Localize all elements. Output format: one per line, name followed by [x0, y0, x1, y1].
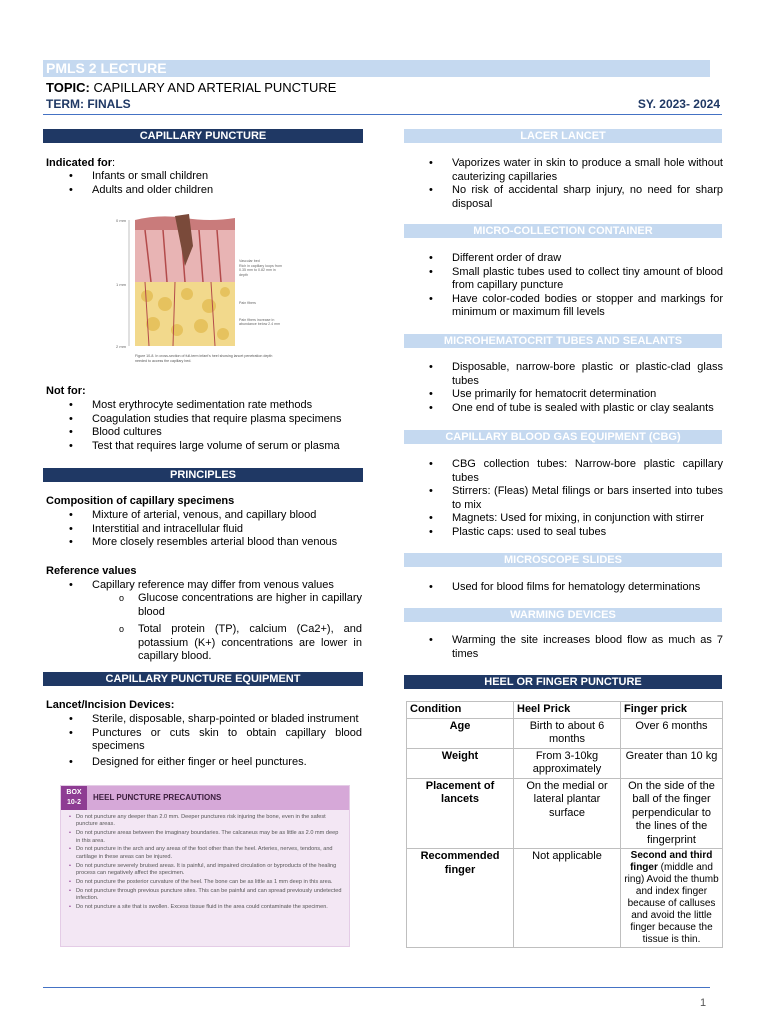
box-title: HEEL PUNCTURE PRECAUTIONS	[93, 793, 222, 802]
list-item: • Do not puncture through previous puncture sites. This can be painful and can spread previously undetected infection.	[69, 888, 343, 903]
table-row	[407, 849, 723, 948]
lancet-label: Lancet/Incision Devices:	[46, 699, 175, 711]
list-item: • Coagulation studies that require plasma specimens	[46, 413, 366, 427]
table-cell: Weight	[407, 748, 514, 778]
list-item: • Have color-coded bodies or stopper and markings for minimum or maximum fill levels	[406, 293, 723, 320]
table-cell: From 3-10kg approximately	[514, 748, 621, 778]
box-header	[61, 786, 349, 810]
course-title: PMLS 2 LECTURE	[46, 60, 167, 76]
header-divider	[43, 114, 722, 115]
micro-list	[406, 252, 723, 320]
heading-heel-finger: HEEL OR FINGER PUNCTURE	[404, 675, 722, 689]
term-label: TERM: FINALS	[46, 97, 131, 111]
warming-list	[406, 634, 723, 661]
list-item: • No risk of accidental sharp injury, no need for sharp disposal	[406, 184, 723, 211]
list-item: • Small plastic tubes used to collect tiny amount of blood from capillary puncture	[406, 266, 723, 293]
table-cell: Over 6 months	[621, 718, 723, 748]
list-item: • Interstitial and intracellular fluid	[46, 523, 366, 537]
list-item: • Most erythrocyte sedimentation rate methods	[46, 399, 366, 413]
topic-label: TOPIC:	[46, 80, 90, 95]
heading-cbg: CAPILLARY BLOOD GAS EQUIPMENT (CBG)	[404, 430, 722, 444]
scale-label: 1 mm	[116, 282, 126, 287]
list-item: • More closely resembles arterial blood than venous	[46, 536, 366, 550]
footer-divider	[43, 987, 710, 988]
list-item: • Different order of draw	[406, 252, 723, 266]
composition-list	[46, 509, 366, 550]
table-row	[407, 718, 723, 748]
box-number: BOX 10-2	[61, 786, 87, 810]
laser-list	[406, 157, 723, 211]
figure-label-pain: Pain fibers increase in abundance below 2.4 mm	[239, 318, 281, 327]
heading-microhematocrit: MICROHEMATOCRIT TUBES AND SEALANTS	[404, 334, 722, 348]
list-item: • Do not puncture severely bruised areas. It is painful, and impaired circulation or byproducts of the healing process can negatively affect the specimen.	[69, 863, 343, 878]
figure-caption: Figure 10-8. In cross-section of full-term infant's heel showing lancet penetration depth needed to access the capillary bed.	[135, 354, 273, 363]
figure-label-loops: Rich in capillary loops from 0.35 mm to 0.82 mm in depth	[239, 264, 282, 277]
list-item: • Do not puncture areas between the imaginary boundaries. The calcaneus may be as little as 2.0 mm deep in this area.	[69, 830, 343, 845]
reference-label: Reference values	[46, 565, 137, 577]
heading-microscope-slides: MICROSCOPE SLIDES	[404, 553, 722, 567]
list-item: • Infants or small children	[46, 170, 356, 184]
table-cell: Greater than 10 kg	[621, 748, 723, 778]
cbg-list	[406, 458, 723, 539]
list-item: • Blood cultures	[46, 426, 366, 440]
list-item: • Test that requires large volume of serum or plasma	[46, 440, 366, 454]
table-row	[407, 778, 723, 849]
list-item: • Use primarily for hematocrit determination	[406, 388, 723, 402]
heading-micro-collection: MICRO-COLLECTION CONTAINER	[404, 224, 722, 238]
table-cell: Not applicable	[514, 849, 621, 948]
composition-label: Composition of capillary specimens	[46, 495, 235, 507]
slides-list	[406, 581, 723, 595]
list-item: o Total protein (TP), calcium (Ca2+), and potassium (K+) concentrations are lower in capillary blood.	[46, 623, 362, 664]
list-item: • Adults and older children	[46, 184, 356, 198]
heading-capillary-puncture: CAPILLARY PUNCTURE	[43, 129, 363, 143]
table-cell: Recommended finger	[407, 849, 514, 948]
heel-cross-section-figure	[115, 206, 285, 376]
table-cell: Birth to about 6 months	[514, 718, 621, 748]
list-item: • One end of tube is sealed with plastic or clay sealants	[406, 402, 723, 416]
indicated-for-label: Indicated for:	[46, 157, 116, 169]
not-for-label: Not for:	[46, 385, 86, 397]
not-for-list	[46, 399, 366, 453]
heel-precautions-box	[60, 785, 350, 947]
column-header: Finger prick	[621, 702, 723, 719]
figure-label-fat: Pain fibers	[239, 301, 256, 305]
scale-label: 2 mm	[116, 344, 126, 349]
heading-principles: PRINCIPLES	[43, 468, 363, 482]
list-item: • Punctures or cuts skin to obtain capillary blood specimens	[46, 727, 362, 754]
list-item: • Stirrers: (Fleas) Metal filings or bars inserted into tubes to mix	[406, 485, 723, 512]
table-cell: Second and third finger (middle and ring) Avoid the thumb and index finger because of calluses and avoid the little finger because the tissue is thin.	[621, 849, 723, 948]
topic-title: CAPILLARY AND ARTERIAL PUNCTURE	[93, 80, 337, 95]
column-header: Heel Prick	[514, 702, 621, 719]
list-item: • Capillary reference may differ from venous values	[46, 579, 366, 593]
list-item: • Do not puncture in the arch and any areas of the foot other than the heel. Arteries, nerves, tendons, and cartilage in these areas can be injured.	[69, 846, 343, 861]
list-item: • Disposable, narrow-bore plastic or plastic-clad glass tubes	[406, 361, 723, 388]
box-list	[69, 814, 343, 913]
list-item: • Plastic caps: used to seal tubes	[406, 526, 723, 540]
list-item: • Do not puncture a site that is swollen. Excess tissue fluid in the area could contaminate the specimen.	[69, 904, 343, 911]
reference-list	[46, 579, 366, 593]
list-item: • Used for blood films for hematology determinations	[406, 581, 723, 595]
list-item: • CBG collection tubes: Narrow-bore plastic capillary tubes	[406, 458, 723, 485]
list-item: • Mixture of arterial, venous, and capillary blood	[46, 509, 366, 523]
heading-laser-lancet: LACER LANCET	[404, 129, 722, 143]
table-cell: On the side of the ball of the finger perpendicular to the lines of the fingerprint	[621, 778, 723, 849]
list-item: • Do not puncture any deeper than 2.0 mm. Deeper punctures risk injuring the bone, even in the safest puncture areas.	[69, 814, 343, 829]
indicated-list	[46, 170, 356, 197]
reference-sub-list	[46, 592, 362, 664]
list-item: • Vaporizes water in skin to produce a small hole without cauterizing capillaries	[406, 157, 723, 184]
heading-warming-devices: WARMING DEVICES	[404, 608, 722, 622]
table-row	[407, 748, 723, 778]
list-item: • Warming the site increases blood flow as much as 7 times	[406, 634, 723, 661]
list-item: • Sterile, disposable, sharp-pointed or bladed instrument	[46, 713, 362, 727]
table-cell: On the medial or lateral plantar surface	[514, 778, 621, 849]
microhematocrit-list	[406, 361, 723, 415]
course-banner	[43, 60, 710, 77]
list-item: • Magnets: Used for mixing, in conjunction with stirrer	[406, 512, 723, 526]
school-year: SY. 2023- 2024	[637, 97, 720, 111]
list-item: • Designed for either finger or heel punctures.	[46, 756, 362, 770]
list-item: • Do not puncture the posterior curvature of the heel. The bone can be as little as 1 mm deep in this area.	[69, 879, 343, 886]
column-header: Condition	[407, 702, 514, 719]
scale-label: 0 mm	[116, 218, 126, 223]
table-header-row	[407, 702, 723, 719]
table-cell: Age	[407, 718, 514, 748]
topic-line	[46, 80, 336, 95]
heel-finger-table	[406, 701, 723, 948]
page-number: 1	[700, 997, 707, 1009]
list-item: o Glucose concentrations are higher in capillary blood	[46, 592, 362, 619]
figure-label-vascular: Vascular bed	[239, 259, 260, 263]
table-cell: Placement of lancets	[407, 778, 514, 849]
heading-equipment: CAPILLARY PUNCTURE EQUIPMENT	[43, 672, 363, 686]
lancet-list	[46, 713, 362, 769]
